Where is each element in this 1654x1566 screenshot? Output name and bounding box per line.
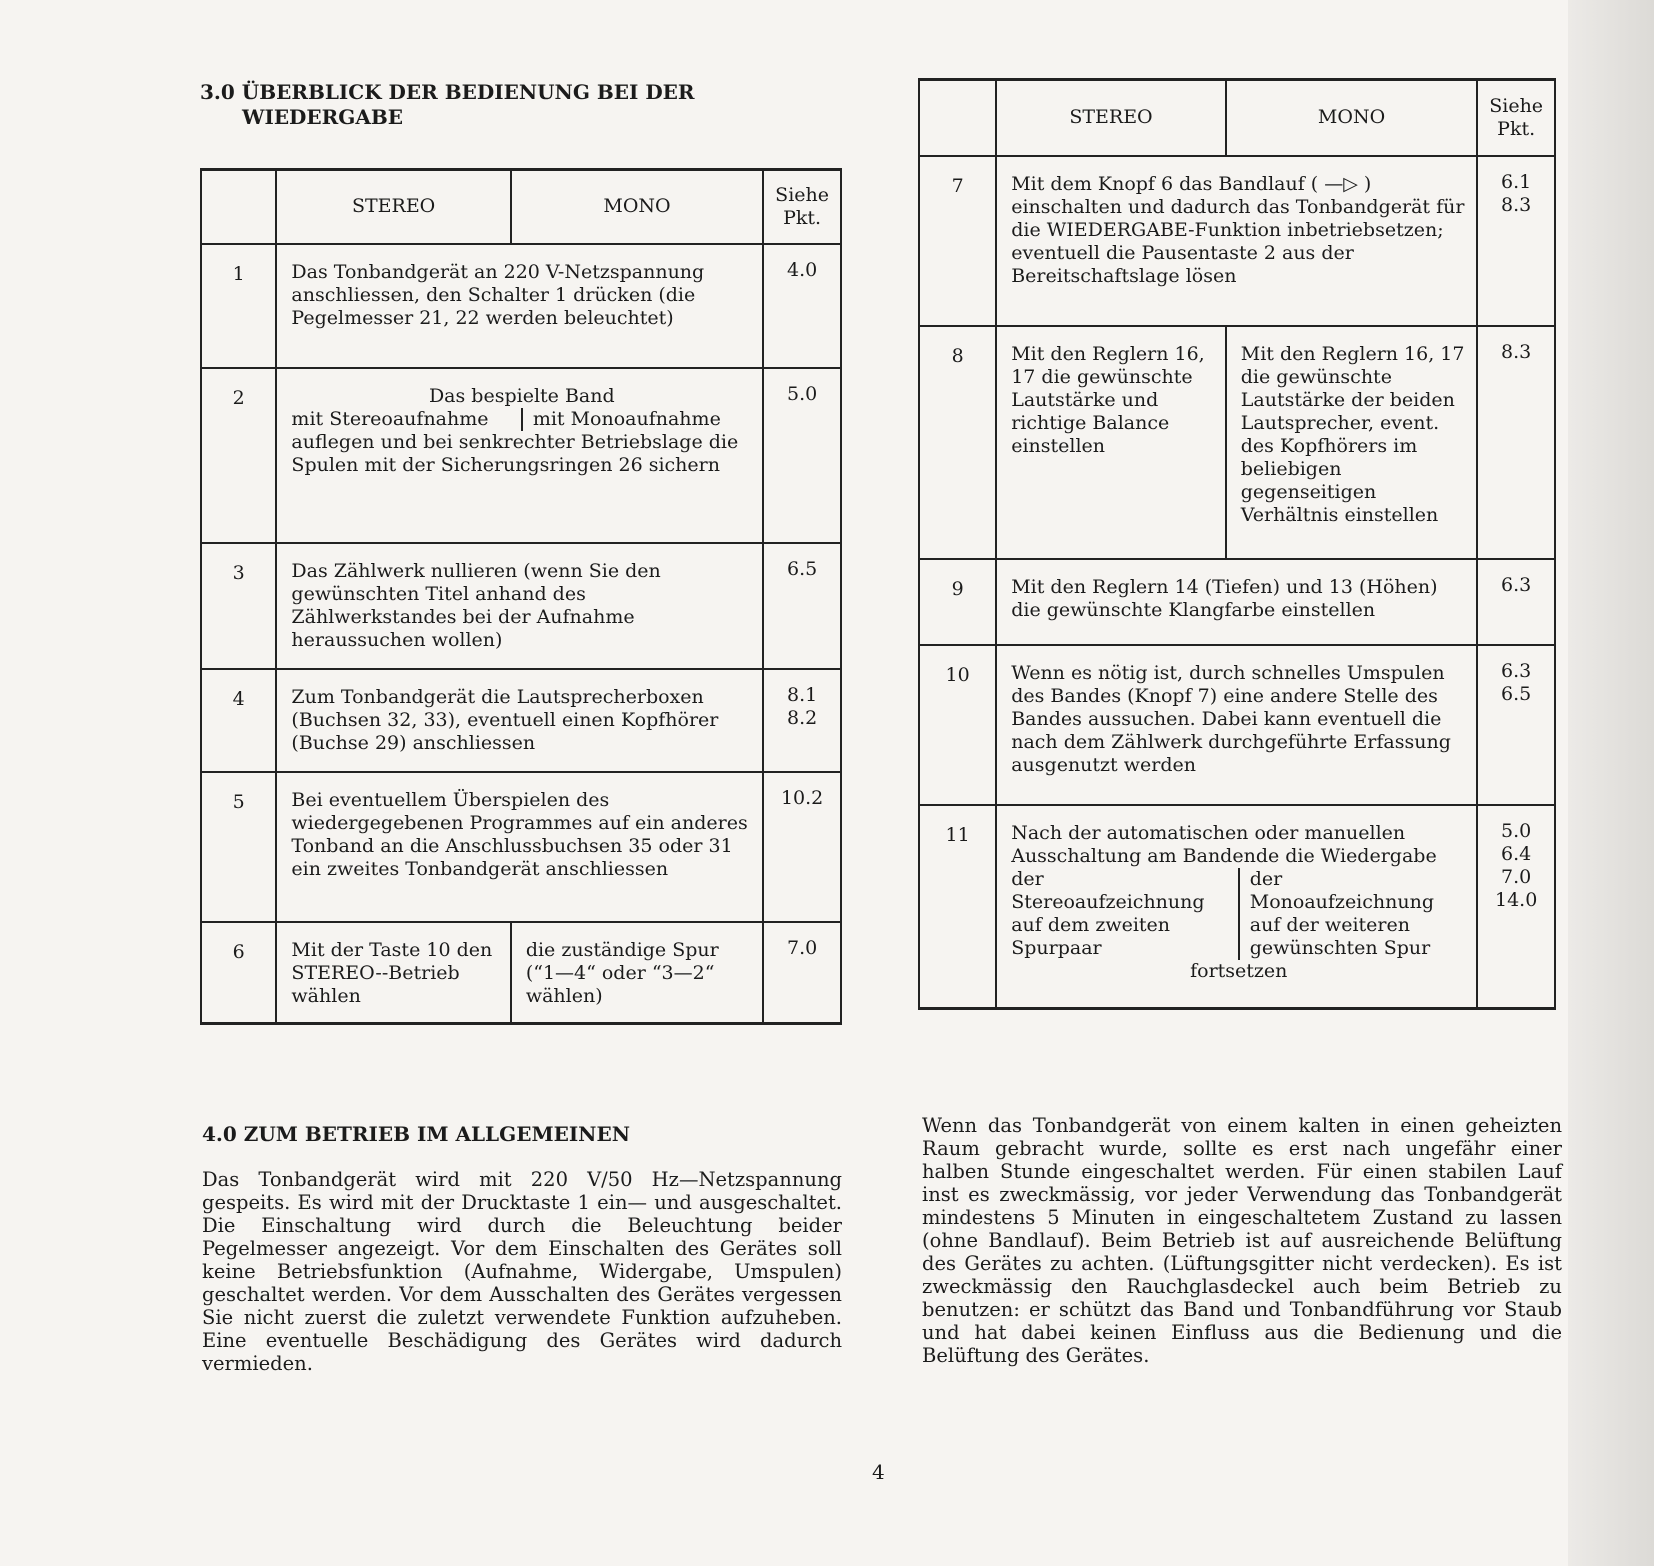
row-text-top: Das bespielte Band [428,384,615,407]
table-row [201,922,841,1024]
row-number: 10 [919,645,996,805]
row-stereo-text: Mit der Taste 10 den STEREO--Betrieb wählen [276,922,510,1024]
table-row [919,559,1555,645]
row-number: 6 [201,922,276,1024]
table-header-row [919,80,1555,156]
row-ref: 4.0 [763,244,841,368]
row-stereo-text: der Stereoaufzeichnung auf dem zweiten Spurpaar [1011,867,1205,959]
row-ref: 6.3 [1477,559,1555,645]
table-row [201,543,841,669]
row-number: 2 [201,368,276,543]
header-mono: MONO [1226,80,1478,156]
row-text: Bei eventuellem Überspielen des wiedergegebenen Programmes auf ein anderes Tonband an die Anschlussbuchsen 35 oder 31 ein zweites Tonbandgerät anschliessen [276,772,763,922]
row-number: 5 [201,772,276,922]
table-row [919,645,1555,805]
row-text: Mit dem Knopf 6 das Bandlauf ( —▷ ) einschalten und dadurch das Tonbandgerät für die WIEDERGABE-Funktion inbetriebsetzen; eventuell die Pausentaste 2 aus der Bereitschaftslage lösen [996,156,1477,326]
row-number: 7 [919,156,996,326]
row-text [996,805,1477,1009]
row-mono-text: die zuständige Spur (“1—4“ oder “3—2“ wählen) [511,922,763,1024]
page-number: 4 [872,1460,885,1484]
table-row [919,805,1555,1009]
operation-table-right [918,78,1556,1010]
row-number: 9 [919,559,996,645]
section-heading-3 [200,80,695,130]
operation-table-left [200,168,842,1025]
header-ref: Siehe Pkt. [1477,80,1555,156]
row-text: Das Zählwerk nullieren (wenn Sie den gewünschten Titel anhand des Zählwerkstandes bei der Aufnahme heraussuchen wollen) [276,543,763,669]
header-empty-cell [201,170,276,244]
header-stereo: STEREO [996,80,1226,156]
row-number: 3 [201,543,276,669]
row-mono-text: der Monoaufzeichnung auf der weiteren gewünschten Spur [1238,868,1477,960]
row-stereo-text: Mit den Reglern 16, 17 die gewünschte Lautstärke und richtige Balance einstellen [996,326,1226,559]
header-stereo: STEREO [276,170,510,244]
row-number: 1 [201,244,276,368]
row-ref: 7.0 [763,922,841,1024]
row-mono-text: mit Monoaufnahme [521,408,762,431]
row-text: Mit den Reglern 14 (Tiefen) und 13 (Höhen) die gewünschte Klangfarbe einstellen [996,559,1477,645]
header-mono: MONO [511,170,763,244]
row-text-bottom: fortsetzen [1190,959,1288,982]
paragraph-left: Das Tonbandgerät wird mit 220 V/50 Hz—Netzspannung gespeits. Es wird mit der Drucktaste 1 ein— und ausgeschaltet. Die Einschaltung wird durch die Beleuchtung beider Pegelmesser angezeigt. Vor dem Einschalten des Gerätes soll keine Betriebsfunktion (Aufnahme, Widergabe, Umspulen) geschaltet werden. Vor dem Ausschalten des Gerätes vergessen Sie nicht zuerst die zuletzt verwendete Funktion aufzuheben. Eine eventuelle Beschädigung des Gerätes wird dadurch vermieden. [202,1168,842,1375]
heading-line-1: 3.0 ÜBERBLICK DER BEDIENUNG BEI DER [200,80,695,104]
row-number: 8 [919,326,996,559]
row-text: Wenn es nötig ist, durch schnelles Umspulen des Bandes (Knopf 7) eine andere Stelle des Bandes aussuchen. Dabei kann eventuell die nach dem Zählwerk durchgeführte Erfassung ausgenutzt werden [996,645,1477,805]
row-ref: 6.1 8.3 [1477,156,1555,326]
section-heading-4: 4.0 ZUM BETRIEB IM ALLGEMEINEN [202,1122,630,1146]
row-text: Das Tonbandgerät an 220 V-Netzspannung anschliessen, den Schalter 1 drücken (die Pegelmesser 21, 22 werden beleuchtet) [276,244,763,368]
row-ref: 8.3 [1477,326,1555,559]
row-text [276,368,763,543]
row-ref: 8.1 8.2 [763,669,841,772]
heading-line-2: WIEDERGABE [242,105,404,129]
row-mono-text: Mit den Reglern 16, 17 die gewünschte Lautstärke der beiden Lautsprecher, event. des Kopfhörers im beliebigen gegenseitigen Verhältnis einstellen [1226,326,1478,559]
page-edge [1568,0,1654,1566]
table-row [201,368,841,543]
row-ref: 6.5 [763,543,841,669]
row-ref: 5.0 [763,368,841,543]
row-ref: 5.0 6.4 7.0 14.0 [1477,805,1555,1009]
header-ref: Siehe Pkt. [763,170,841,244]
row-number: 11 [919,805,996,1009]
paragraph-right: Wenn das Tonbandgerät von einem kalten in einen geheizten Raum gebracht wurde, sollte es erst nach ungefähr einer halben Stunde eingeschaltet werden. Für einen stabilen Lauf inst es zweckmässig, vor jeder Verwendung das Tonbandgerät mindestens 5 Minuten in eingeschaltetem Zustand zu lassen (ohne Bandlauf). Beim Betrieb ist auf ausreichende Belüftung des Gerätes zu achten. (Lüftungsgitter nicht verdecken). Es ist zweckmässig den Rauchglasdeckel auch beim Betrieb zu benutzen: er schützt das Band und Tonbandführung vor Staub und hat dabei keinen Einfluss aus die Bedienung und die Belüftung des Gerätes. [922,1114,1562,1367]
table-row [201,244,841,368]
header-empty-cell [919,80,996,156]
row-stereo-text: mit Stereoaufnahme [291,407,489,430]
table-row [919,326,1555,559]
table-row [919,156,1555,326]
row-split [1011,868,1476,960]
row-split [291,408,762,431]
row-text-top: Nach der automatischen oder manuellen Ausschaltung am Bandende die Wiedergabe [1011,821,1437,867]
table-row [201,772,841,922]
row-ref: 6.3 6.5 [1477,645,1555,805]
table-header-row [201,170,841,244]
row-text-bottom: auflegen und bei senkrechter Betriebslage die Spulen mit der Sicherungsringen 26 sichern [291,430,739,476]
row-number: 4 [201,669,276,772]
table-row [201,669,841,772]
row-ref: 10.2 [763,772,841,922]
row-text: Zum Tonbandgerät die Lautsprecherboxen (Buchsen 32, 33), eventuell einen Kopfhörer (Buchse 29) anschliessen [276,669,763,772]
